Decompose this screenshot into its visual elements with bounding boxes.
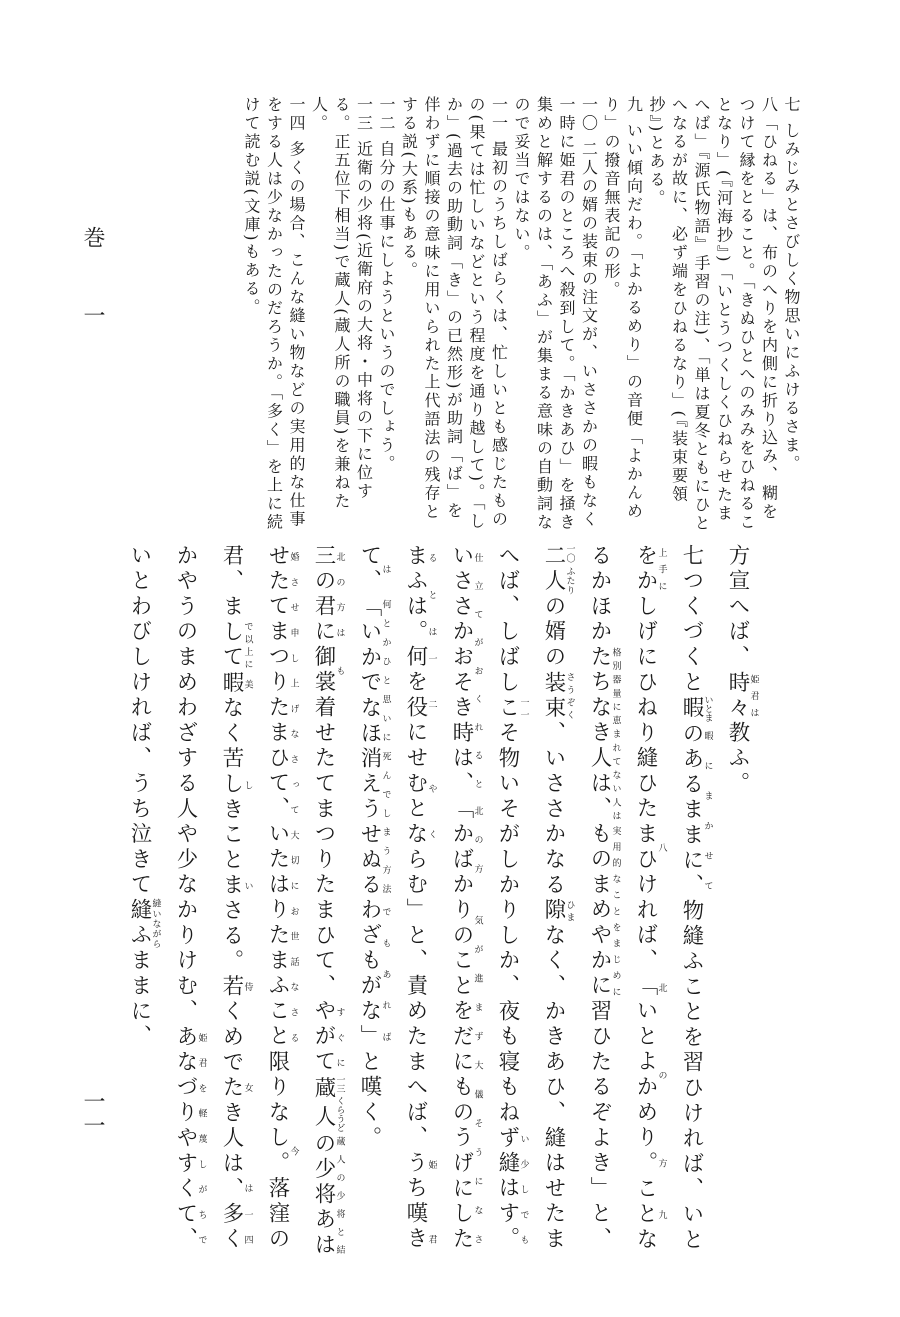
note-11: 一一 最初のうちしばらくは、忙しいとも感じたものの(果ては忙しいなどという程度を通り越して)。「しか」(過去の助動詞「き」の已然形)が助詞「ば」を伴わずに順接の意味に用いられた上代語法の残存とする説(大系)もある。	[399, 96, 509, 531]
ruby-segment: ことなるかほか九	[587, 544, 667, 1253]
note-10: 一〇 二人の婿の装束の注文が、いささかの暇もなく一時に姫君のところへ殺到して。「かきあひ」を掻き集めと解するのは、「あふ」が集まる意味の自動詞なので妥当ではない。	[512, 96, 599, 532]
ruby-gloss: 八	[656, 721, 667, 975]
ruby-gloss: 実用的なことをまじめに	[610, 822, 621, 1000]
note-9: 九 いい傾向だわ。「よかるめり」の音便「よかんめり」の撥音無表記の形。	[602, 96, 644, 522]
ruby-segment: 何を役にせむとな一二 やく	[403, 645, 437, 848]
ruby-segment: 暇なく苦しきことまさる。若くめでたき人は、美しい侍女は	[219, 670, 253, 1202]
ruby-gloss: 一四	[242, 1201, 253, 1253]
ruby-segment: 装束さうぞく	[541, 670, 575, 722]
ruby-segment: うち嘆きて、姫君は	[357, 544, 437, 1253]
notes-section	[172, 96, 802, 536]
ruby-gloss: させ申し上げなさって	[288, 569, 299, 823]
ruby-segment: こ一一	[495, 695, 529, 722]
ruby-gloss: 姫君は	[748, 670, 759, 722]
text-segment: 方宣へば、	[725, 544, 750, 671]
ruby-segment: たちなき人は、格別器量に恵まれてない人は	[587, 645, 621, 823]
ruby-gloss: 大切にお世話なさる	[288, 822, 299, 1050]
ruby-gloss: 縫いながら	[150, 898, 161, 949]
ruby-gloss: 九	[656, 1176, 667, 1253]
text-segment: らむ」と、責めたまへば、	[403, 847, 428, 1152]
ruby-segment: たてまつりたまひて、させ申し上げなさって	[265, 569, 299, 823]
ruby-segment: のあるままに、暇にまかせて	[679, 721, 713, 900]
ruby-gloss: 一三 くらうど	[334, 1075, 345, 1133]
ruby-segment: の少将あはせ蔵人の少将と結婚	[265, 544, 345, 1259]
main-text	[127, 544, 760, 1274]
text-segment: つくづくと	[679, 569, 704, 696]
ruby-segment: 「いとよかめり。北の方	[633, 974, 667, 1177]
ruby-gloss: 蔵人の少将と結婚	[288, 544, 345, 1259]
ruby-gloss: 北の方	[656, 974, 667, 1177]
text-segment: かやうのま	[173, 544, 198, 671]
ruby-gloss: 一〇 ふたり	[564, 544, 575, 595]
ruby-gloss: 北の方 気が進まず大儀そうになさるとは	[426, 544, 483, 1253]
ruby-segment: り縫ひたまひければ、八	[633, 721, 667, 975]
text-segment: なく、かきあひ、縫はせたまへば、しばし	[495, 544, 566, 1253]
text-segment: 七	[679, 544, 704, 570]
ruby-segment: 御裳も	[311, 645, 345, 696]
text-segment: 物縫ふことを習ひければ、いと	[679, 899, 704, 1254]
ruby-gloss: 北の方は	[334, 544, 345, 646]
text-segment: 教ふ。	[725, 721, 750, 798]
note-8: 八「ひねる」は、布のへりを内側に折り込み、糊をつけて縁をとること。「きぬひとへのみみをひねることなり」(『河海抄』)「いとうつくしくひねらせたまへば」『源氏物語』手習の注)、「単は夏冬ともにひとへなるが故に、必ず端をひねるなり」(『装束要領抄』)とある。	[647, 96, 779, 533]
ruby-segment: 暇いとま	[679, 694, 713, 722]
ruby-gloss: 何とかひと思いに死んでしまう方法	[380, 594, 391, 899]
ruby-segment: 縫はす。いささかおそき時は、少しでも仕立てがおくれると	[449, 544, 529, 1253]
ruby-segment: 縫ふ縫いながら	[127, 898, 161, 949]
note-7: 七 しみじみとさびしく物思いにふけるさま。	[782, 96, 801, 474]
ruby-segment: いたはりたまふこと大切にお世話なさる	[265, 822, 299, 1051]
ruby-gloss: ひま	[564, 898, 575, 924]
main-paragraph	[346, 544, 714, 1274]
ruby-gloss: も	[334, 645, 345, 696]
ruby-gloss: すぐに	[334, 999, 345, 1076]
ruby-gloss: 美しい侍女は	[242, 670, 253, 1202]
ruby-segment: 「かばかりのことをだにものうげにしたまふは。北の方 気が進まず大儀そうになさるとは	[403, 544, 483, 1253]
ruby-segment: 時々姫君は	[725, 670, 759, 722]
ruby-gloss: で以上に	[242, 619, 253, 671]
ruby-gloss: 一一	[518, 695, 529, 722]
text-segment: と嘆く。	[357, 1050, 382, 1152]
text-segment: そ物いそがしかりしか、夜も寝もね	[495, 721, 520, 1126]
text-segment: いとわびしけれ	[127, 544, 152, 722]
text-segment: めわざする人や少なかりけむ、	[173, 670, 198, 1025]
ruby-segment: ずい	[495, 1125, 529, 1152]
ruby-segment: 二人一〇 ふたり	[541, 544, 575, 595]
text-segment: ば、うち泣きて	[127, 721, 152, 899]
note-12: 一二 自分の仕事にしようというのでしょう。	[377, 96, 396, 474]
text-segment: の婿の	[541, 594, 566, 671]
ruby-gloss: 今	[288, 1050, 299, 1253]
main-paragraph	[714, 544, 760, 1274]
ruby-gloss: 格別器量に恵まれてない人は	[610, 645, 621, 823]
ruby-gloss: 上手に	[656, 544, 667, 595]
ruby-gloss: 暇にまかせて	[702, 721, 713, 900]
ruby-gloss: 姫君は	[380, 544, 437, 1253]
ruby-gloss: さうぞく	[564, 670, 575, 722]
header-title: 巻一	[80, 226, 105, 382]
text-segment: ままに、	[127, 948, 152, 1051]
ruby-gloss: 少しでも仕立てがおくれると	[472, 544, 529, 1253]
ruby-gloss: でもあれば	[380, 898, 391, 1051]
ruby-segment: やがてすぐに	[311, 999, 345, 1076]
page-number: 一一	[80, 1090, 105, 1138]
ruby-gloss: いとま	[702, 694, 713, 722]
note-13: 一三 近衛の少将(近衛府の大将・中将の下に位する。正五位下相当)で蔵人(蔵人所の職員)を兼ねた人。	[309, 96, 374, 511]
ruby-segment: 限りなし。落窪の君、ま今	[219, 544, 299, 1253]
text-segment: 習ひたるぞよき」と、	[587, 999, 612, 1253]
ruby-gloss: 姫君を軽蔑しがちで	[196, 1024, 207, 1253]
ruby-segment: 「いかでなほ消えうせぬる何とかひと思いに死んでしまう方法	[357, 594, 391, 899]
main-paragraph	[116, 544, 346, 1274]
ruby-segment: をか上手に	[633, 544, 667, 595]
ruby-segment: 隙ひま	[541, 898, 575, 924]
ruby-gloss: 一二 やく	[426, 645, 437, 848]
ruby-segment: してで以上に	[219, 619, 253, 671]
text-segment: しげにひね	[633, 594, 658, 722]
text-segment: 着せたてまつりたまひて、	[311, 695, 336, 1000]
ruby-segment: 三の君に北の方は	[311, 544, 345, 646]
ruby-segment: 蔵人一三 くらうど	[311, 1075, 345, 1133]
ruby-gloss: い	[518, 1125, 529, 1152]
ruby-segment: ものまめやかに実用的なことをまじめに	[587, 822, 621, 1000]
ruby-segment: 多く一四	[219, 1201, 253, 1253]
text-segment: 、いささかなる	[541, 721, 566, 899]
note-14: 一四 多くの場合、こんな縫い物などの実用的な仕事をする人は少なかったのだろうか。「多く」を上に続けて読む説(文庫)もある。	[242, 96, 306, 532]
ruby-segment: わざもがな」でもあれば	[357, 898, 391, 1051]
ruby-segment: あなづりやすくて、姫君を軽蔑しがちで	[173, 1024, 207, 1253]
